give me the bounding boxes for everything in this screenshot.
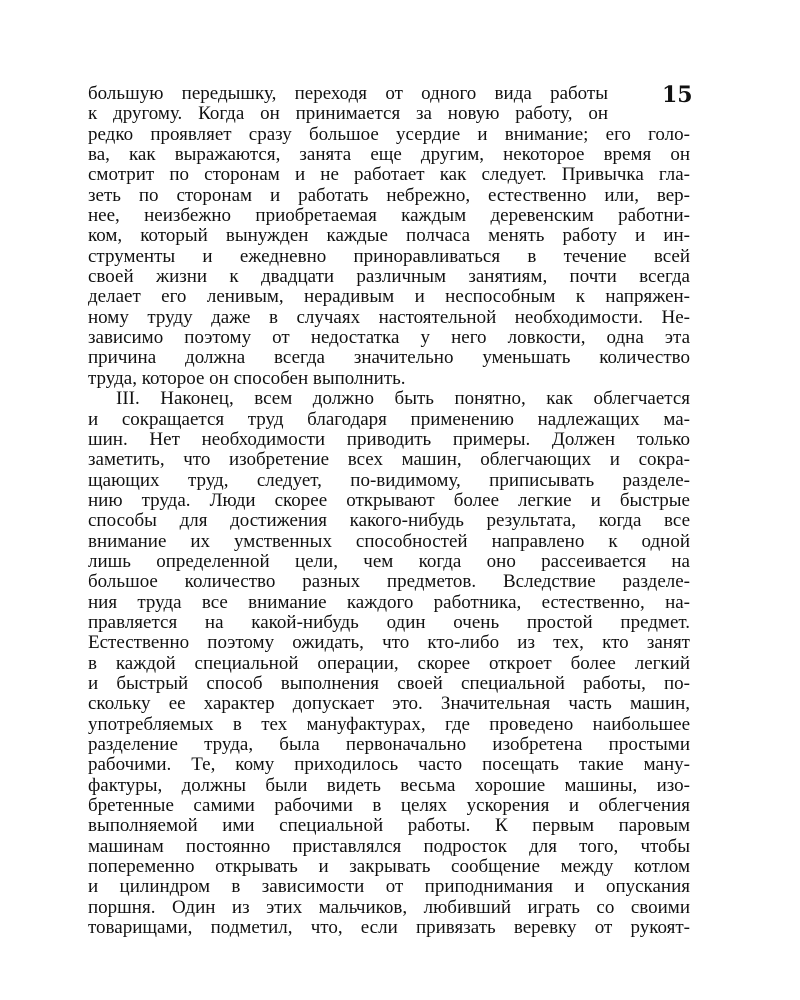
text-line: правляется на какой-нибудь один очень простой предмет. [88,611,690,633]
text-line: к другому. Когда он принимается за новую работу, он [88,103,608,125]
text-line: скольку ее характер допускает это. Значительная часть машин, [88,693,690,715]
text-line: Естественно поэтому ожидать, что кто-либо из тех, кто занят [88,632,690,654]
text-line: смотрит по сторонам и не работает как следует. Привычка гла- [88,164,690,186]
text-line: делает его ленивым, нерадивым и неспособным к напряжен- [88,286,690,308]
text-line: заметить, что изобретение всех машин, облегчающих и сокра- [88,449,690,471]
text-line: бретенные самими рабочими в целях ускорения и облегчения [88,795,690,817]
text-line: рабочими. Те, кому приходилось часто посещать такие ману- [88,754,690,776]
text-line: нию труда. Люди скорее открывают более легкие и быстрые [88,489,690,511]
text-line: большое количество разных предметов. Вследствие разделе- [88,571,690,593]
text-line: ва, как выражаются, занята еще другим, некоторое время он [88,144,690,166]
text-line: ком, который вынужден каждые полчаса менять работу и ин- [88,225,690,247]
text-line: зеть по сторонам и работать небрежно, естественно или, вер- [88,184,690,206]
text-line: лишь определенной цели, чем когда оно рассеивается на [88,550,690,572]
text-line: попеременно открывать и закрывать сообщение между котлом [88,856,690,878]
text-line: машинам постоянно приставлялся подросток для того, чтобы [88,835,690,857]
text-line: шин. Нет необходимости приводить примеры. Должен только [88,428,690,450]
text-line: щающих труд, следует, по-видимому, приписывать разделе- [88,469,690,491]
text-line: разделение труда, была первоначально изобретена простыми [88,734,690,755]
text-line: фактуры, должны были видеть весьма хорошие машины, изо- [88,774,690,796]
text-line: труда, которое он способен выполнить. [88,367,406,389]
text-line: редко проявляет сразу большое усердие и внимание; его голо- [88,123,690,145]
text-line: выполняемой ими специальной работы. К первым паровым [88,815,690,837]
page-number: 15 [662,82,693,108]
paragraph-start-line: III. Наконец, всем должно быть понятно, как облегчается [116,388,690,410]
text-line: способы для достижения какого-нибудь результата, когда все [88,510,690,532]
text-line: нее, неизбежно приобретаемая каждым деревенским работни- [88,205,690,227]
text-line: и быстрый способ выполнения своей специальной работы, по- [88,672,690,694]
text-line: и цилиндром в зависимости от приподнимания и опускания [88,876,690,898]
body-text [88,84,690,938]
text-line: большую передышку, переходя от одного вида работы [88,83,608,104]
text-line: зависимо поэтому от недостатка у него ловкости, одна эта [88,327,690,349]
text-line: ния труда все внимание каждого работника, естественно, на- [88,591,690,613]
text-line: поршня. Один из этих мальчиков, любивший играть со своими [88,896,690,918]
text-line: своей жизни к двадцати различным занятиям, почти всегда [88,266,690,288]
text-line: ному труду даже в случаях настоятельной необходимости. Не- [88,306,690,328]
text-line: в каждой специальной операции, скорее откроет более легкий [88,652,690,674]
text-line: внимание их умственных способностей направлено к одной [88,530,690,552]
text-line: товарищами, подметил, что, если привязать веревку от рукоят- [88,917,690,939]
text-line: употребляемых в тех мануфактурах, где проведено наибольшее [88,713,690,735]
text-line: струменты и ежедневно приноравливаться в течение всей [88,245,690,267]
text-line: причина должна всегда значительно уменьшать количество [88,347,690,369]
text-line: и сокращается труд благодаря применению надлежащих ма- [88,408,690,430]
